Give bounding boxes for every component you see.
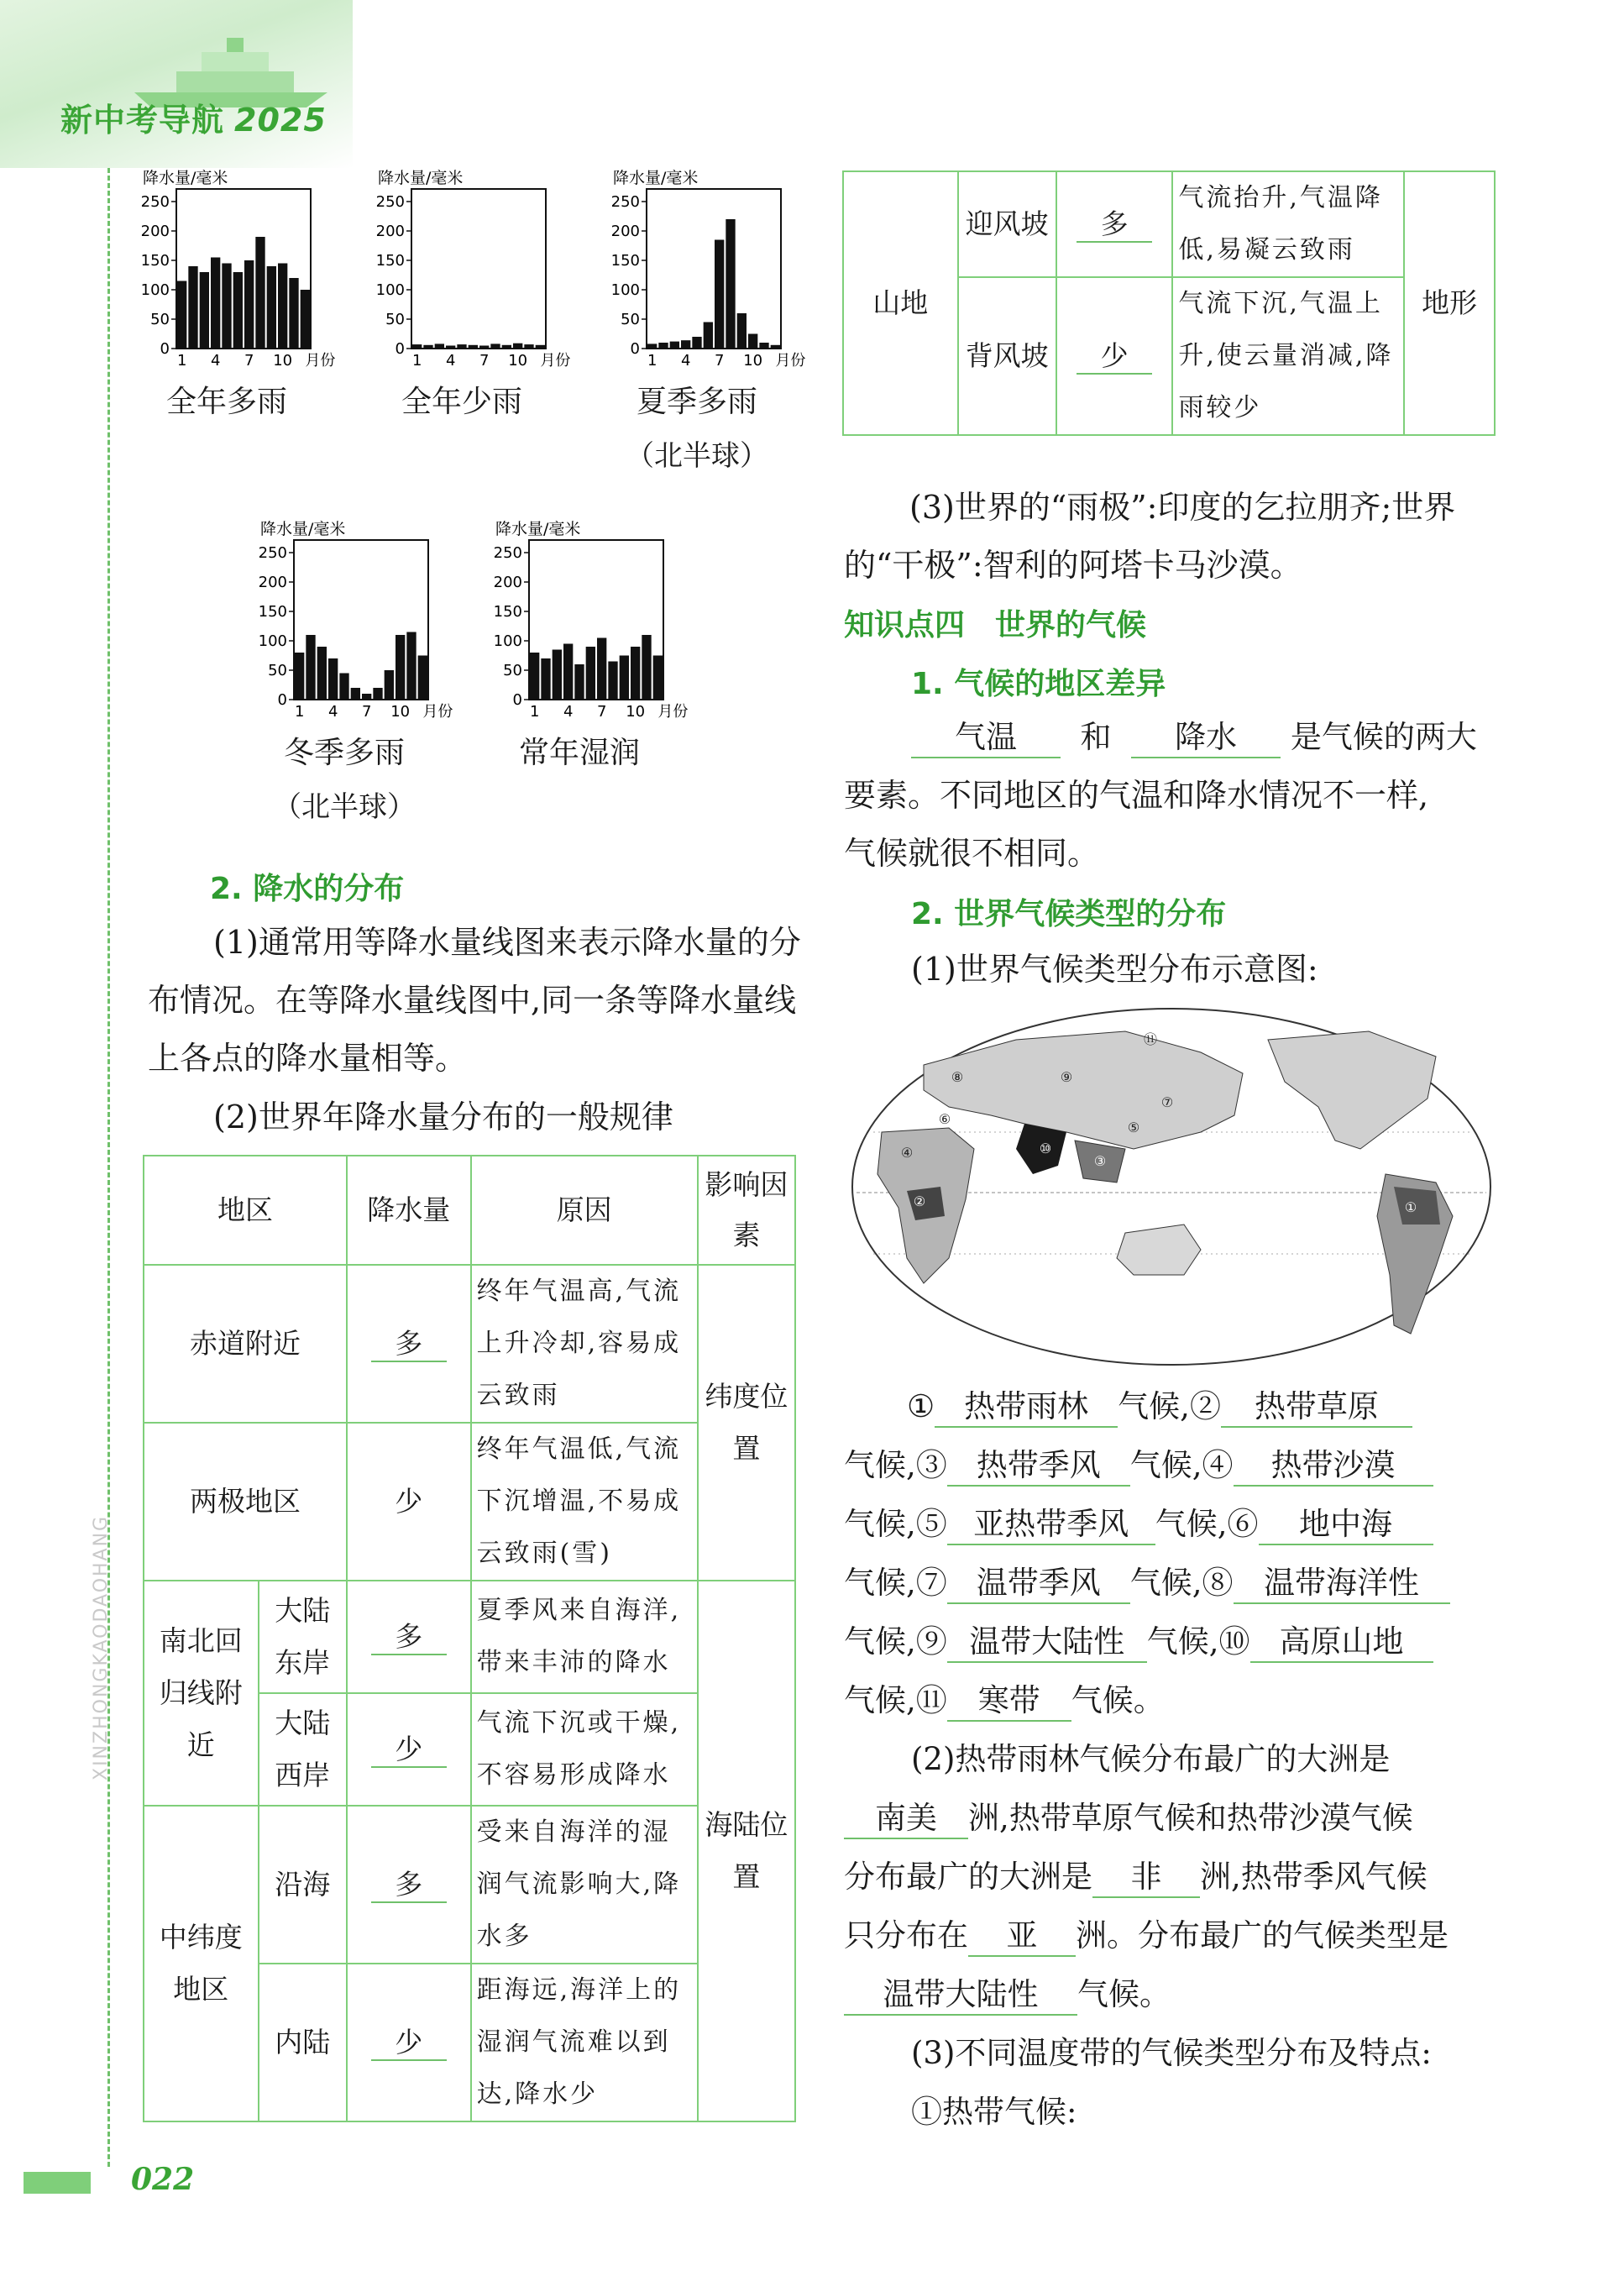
fill-c8: 温带海洋性 <box>1234 1564 1450 1604</box>
th-reason: 原因 <box>471 1156 698 1265</box>
chart-caption: 全年多雨 <box>165 385 287 419</box>
y-tick-label: 150 <box>610 252 640 270</box>
fill-c7: 温带季风 <box>947 1564 1130 1604</box>
climate-fill-line-5: 气候,⑨ 温带大陆性 气候,⑩ 高原山地 <box>844 1613 1433 1670</box>
th-amount: 降水量 <box>347 1156 471 1265</box>
y-tick-label: 0 <box>512 691 522 709</box>
y-tick-label: 250 <box>140 193 170 211</box>
precip-bar <box>536 345 545 349</box>
x-tick-label: 7 <box>361 703 372 721</box>
map-label: ④ <box>900 1145 914 1161</box>
table-row <box>144 1423 795 1581</box>
fill-c4: 热带沙漠 <box>1234 1446 1433 1487</box>
fill-q2-a2: 非 <box>1092 1858 1200 1898</box>
map-label: ⑥ <box>938 1111 951 1127</box>
y-tick-label: 50 <box>385 311 405 328</box>
q3-line: (3)不同温度带的气候类型分布及特点: <box>911 2035 1432 2071</box>
chart-caption: 全年少雨 <box>401 385 522 419</box>
x-tick-label: 1 <box>294 703 305 721</box>
precip-bar <box>469 345 478 349</box>
table-row <box>144 1265 795 1423</box>
precip-chart <box>369 168 571 419</box>
y-tick-label: 0 <box>277 691 287 709</box>
precip-bar <box>200 272 209 349</box>
precip-chart <box>252 519 453 824</box>
precip-chart <box>134 168 336 419</box>
x-tick-label: 7 <box>596 703 607 721</box>
precip-bar <box>244 260 254 349</box>
fill-q2-a3: 亚 <box>968 1917 1076 1957</box>
chart-caption: 常年湿润 <box>518 736 640 770</box>
para-elements: 要素。不同地区的气温和降水情况不一样, <box>844 777 1429 814</box>
climate-fill-line-4: 气候,⑦ 温带季风 气候,⑧ 温带海洋性 <box>844 1554 1450 1612</box>
world-climate-map <box>848 1006 1495 1367</box>
y-tick-label: 100 <box>375 281 405 299</box>
page-number: 022 <box>131 2162 195 2197</box>
y-tick-label: 200 <box>258 574 287 591</box>
x-tick-label: 10 <box>273 352 293 370</box>
precip-bar <box>642 635 651 700</box>
cell-amount: 少 <box>1056 277 1173 435</box>
para-precip-1: (1)通常用等降水量线图来表示降水量的分布情况。在等降水量线图中,同一条等降水量线上各点的降水量相等。 <box>148 924 801 1077</box>
knowledge-point-4: 知识点四 世界的气候 <box>844 608 1147 642</box>
x-tick-label: 4 <box>680 352 691 370</box>
fill-c6: 地中海 <box>1259 1505 1433 1545</box>
precip-table <box>143 1155 796 2122</box>
chart-ylabel: 降水量/毫米 <box>613 169 699 187</box>
y-tick-label: 150 <box>493 603 522 621</box>
x-tick-label: 1 <box>529 703 540 721</box>
cell-factor-terrain: 地形 <box>1404 171 1495 435</box>
table-header-row <box>144 1156 795 1265</box>
x-unit: 月份 <box>422 703 453 721</box>
x-unit: 月份 <box>657 703 689 721</box>
x-tick-label: 10 <box>390 703 411 721</box>
y-tick-label: 50 <box>150 311 170 328</box>
cell-subregion: 沿海 <box>259 1806 348 1964</box>
precip-bar <box>553 650 562 700</box>
cell-reason: 气流抬升,气温降低,易凝云致雨 <box>1172 171 1404 277</box>
cell-reason: 终年气温低,气流下沉增温,不易成云致雨(雪) <box>471 1423 698 1581</box>
precip-bar <box>670 342 679 349</box>
precip-bar <box>704 323 713 349</box>
precip-bar <box>306 635 315 700</box>
cell-reason: 距海远,海洋上的湿润气流难以到达,降水少 <box>471 1964 698 2121</box>
y-tick-label: 0 <box>395 340 405 358</box>
y-tick-label: 200 <box>375 223 405 240</box>
cell-subregion: 大陆东岸 <box>259 1581 348 1693</box>
precip-bar <box>563 644 573 700</box>
cell-reason: 气流下沉,气温上升,使云量消减,降雨较少 <box>1172 277 1404 435</box>
fill-c1: 热带雨林 <box>935 1387 1118 1428</box>
precip-bar <box>490 343 500 349</box>
chart-frame <box>647 189 781 349</box>
cell-reason: 终年气温高,气流上升冷却,容易成云致雨 <box>471 1265 698 1423</box>
precip-chart <box>487 519 689 770</box>
cell-subregion: 大陆西岸 <box>259 1693 348 1806</box>
x-tick-label: 1 <box>647 352 657 370</box>
precip-bar <box>574 664 584 700</box>
cell-factor-sea-land: 海陆位置 <box>698 1581 795 2121</box>
y-tick-label: 200 <box>493 574 522 591</box>
precip-bar <box>317 647 327 700</box>
x-tick-label: 10 <box>626 703 646 721</box>
y-tick-label: 100 <box>140 281 170 299</box>
y-tick-label: 150 <box>258 603 287 621</box>
precip-bar <box>759 343 768 349</box>
precip-bar <box>715 240 724 349</box>
fill-c11: 寒带 <box>947 1681 1071 1722</box>
fill-temp: 气温 <box>911 718 1061 758</box>
th-region: 地区 <box>144 1156 347 1265</box>
y-tick-label: 200 <box>140 223 170 240</box>
para-precip-2: (2)世界年降水量分布的一般规律 <box>213 1099 673 1135</box>
map-caption: (1)世界气候类型分布示意图: <box>911 951 1318 988</box>
precip-bar <box>435 343 444 349</box>
x-unit: 月份 <box>540 352 571 370</box>
chart-ylabel: 降水量/毫米 <box>143 169 228 187</box>
precip-bar <box>233 272 243 349</box>
q2-line-3: 分布最广的大洲是 非 洲,热带季风气候 <box>844 1848 1428 1906</box>
map-label: ⑨ <box>1060 1069 1073 1085</box>
heading-climate-dist: 2. 世界气候类型的分布 <box>911 897 1227 931</box>
fill-c9: 温带大陆性 <box>947 1623 1147 1663</box>
map-label: ⑩ <box>1039 1141 1052 1156</box>
x-tick-label: 1 <box>411 352 422 370</box>
precip-bar <box>267 266 276 349</box>
cell-region: 两极地区 <box>144 1423 347 1581</box>
precip-bar <box>530 653 539 700</box>
y-tick-label: 50 <box>503 662 522 679</box>
y-tick-label: 150 <box>375 252 405 270</box>
precip-bar <box>188 266 197 349</box>
precip-bar <box>748 334 757 349</box>
q3-line-2: ①热带气候: <box>911 2094 1077 2130</box>
cell-subregion: 内陆 <box>259 1964 348 2121</box>
cell-region: 赤道附近 <box>144 1265 347 1423</box>
cell-reason: 气流下沉或干燥,不容易形成降水 <box>471 1693 698 1806</box>
fill-c5: 亚热带季风 <box>947 1505 1155 1545</box>
y-tick-label: 250 <box>493 544 522 562</box>
precip-bar <box>658 343 668 349</box>
y-tick-label: 50 <box>268 662 287 679</box>
y-tick-label: 50 <box>621 311 640 328</box>
chart-ylabel: 降水量/毫米 <box>495 520 581 538</box>
cell-slope: 背风坡 <box>958 277 1056 435</box>
cell-reason: 夏季风来自海洋,带来丰沛的降水 <box>471 1581 698 1693</box>
x-tick-label: 4 <box>563 703 574 721</box>
y-tick-label: 0 <box>630 340 640 358</box>
precip-bar <box>597 638 606 700</box>
cell-amount: 少 <box>347 1423 471 1581</box>
precip-bar <box>446 346 455 349</box>
precip-bar <box>396 635 405 700</box>
cell-amount: 多 <box>347 1806 471 1964</box>
precip-bar <box>620 656 629 700</box>
precip-bar <box>351 688 360 700</box>
precip-bar <box>502 345 511 349</box>
map-label: ⑧ <box>951 1069 964 1085</box>
x-tick-label: 4 <box>210 352 221 370</box>
fill-q2-a4: 温带大陆性 <box>844 1975 1077 2016</box>
cell-amount: 多 <box>1056 171 1173 277</box>
x-tick-label: 4 <box>327 703 338 721</box>
precip-bar <box>513 343 522 349</box>
precip-bar <box>385 670 394 700</box>
para-elements-2: 气候就很不相同。 <box>844 835 1100 872</box>
q2-line-5: 温带大陆性 气候。 <box>844 1965 1171 2023</box>
precip-bar <box>222 264 231 349</box>
fill-c2: 热带草原 <box>1221 1387 1412 1428</box>
cell-region: 中纬度地区 <box>144 1806 259 2121</box>
precip-bar <box>692 337 701 349</box>
climate-fill-line-1: ① 热带雨林 气候,② 热带草原 <box>907 1377 1412 1435</box>
precip-bar <box>362 694 371 700</box>
para-rain-pole: (3)世界的“雨极”:印度的乞拉朋齐;世界的“干极”:智利的阿塔卡马沙漠。 <box>844 489 1456 584</box>
precip-bar <box>457 344 466 349</box>
mountain-table <box>842 170 1496 436</box>
fill-precip: 降水 <box>1131 718 1281 758</box>
chart-ylabel: 降水量/毫米 <box>260 520 346 538</box>
precip-bar <box>647 343 657 349</box>
precip-bar <box>479 346 489 349</box>
heading-climate-diff: 1. 气候的地区差异 <box>911 667 1166 701</box>
x-tick-label: 7 <box>244 352 254 370</box>
table-row <box>144 1806 795 1964</box>
cell-slope: 迎风坡 <box>958 171 1056 277</box>
precip-bar <box>339 674 348 700</box>
y-tick-label: 250 <box>258 544 287 562</box>
x-unit: 月份 <box>305 352 336 370</box>
precip-bar <box>524 344 533 349</box>
precip-bar <box>681 340 690 349</box>
cell-amount: 多 <box>347 1581 471 1693</box>
chart-subcaption: （北半球） <box>626 439 768 473</box>
chart-caption: 夏季多雨 <box>636 385 757 419</box>
precip-bar <box>586 647 595 700</box>
y-tick-label: 100 <box>493 632 522 650</box>
precip-bar <box>541 658 550 700</box>
climate-fill-line-3: 气候,⑤ 亚热带季风 气候,⑥ 地中海 <box>844 1495 1433 1553</box>
side-text: XINZHONGKAODAOHANG <box>91 1514 112 1780</box>
cell-region: 南北回归线附近 <box>144 1581 259 1806</box>
page-band <box>24 2172 91 2194</box>
precip-bar <box>726 219 735 349</box>
y-tick-label: 200 <box>610 223 640 240</box>
chart-caption: 冬季多雨 <box>283 736 405 770</box>
x-unit: 月份 <box>775 352 806 370</box>
fill-q2-a1: 南美 <box>844 1799 968 1839</box>
x-tick-label: 7 <box>714 352 725 370</box>
cell-region: 山地 <box>843 171 958 435</box>
precip-bar <box>278 264 287 349</box>
x-tick-label: 10 <box>743 352 763 370</box>
precip-bar <box>418 656 427 700</box>
precip-bar <box>211 258 220 349</box>
map-label: ③ <box>1093 1153 1107 1169</box>
chart-subcaption: （北半球） <box>273 790 416 824</box>
precip-bar <box>423 345 432 349</box>
th-factor: 影响因素 <box>698 1156 795 1265</box>
precip-bar <box>737 313 747 349</box>
chart-ylabel: 降水量/毫米 <box>378 169 464 187</box>
cell-reason: 受来自海洋的湿润气流影响大,降水多 <box>471 1806 698 1964</box>
cell-factor-latitude: 纬度位置 <box>698 1265 795 1581</box>
precip-bar <box>289 278 298 349</box>
precip-bar <box>608 662 617 700</box>
table-row <box>843 171 1495 277</box>
precip-bar <box>255 237 265 349</box>
heading-precip-dist: 2. 降水的分布 <box>210 872 405 906</box>
chart-frame <box>411 189 546 349</box>
precip-bar <box>328 658 338 700</box>
cell-amount: 少 <box>347 1693 471 1806</box>
climate-fill-line-6: 气候,⑪ 寒带 气候。 <box>844 1671 1165 1729</box>
y-tick-label: 100 <box>258 632 287 650</box>
y-tick-label: 250 <box>610 193 640 211</box>
x-tick-label: 4 <box>445 352 456 370</box>
fill-c3: 热带季风 <box>947 1446 1130 1487</box>
y-tick-label: 150 <box>140 252 170 270</box>
precip-bar <box>295 653 304 700</box>
fill-c10: 高原山地 <box>1250 1623 1433 1663</box>
precip-bar <box>631 647 640 700</box>
precip-bar <box>177 281 186 349</box>
x-tick-label: 10 <box>508 352 528 370</box>
precip-bar <box>406 632 416 700</box>
q2-line-1: (2)热带雨林气候分布最广的大洲是 <box>911 1741 1391 1777</box>
cell-amount: 少 <box>347 1964 471 2121</box>
x-tick-label: 7 <box>479 352 490 370</box>
q2-line-2: 南美 洲,热带草原气候和热带沙漠气候 <box>844 1789 1413 1847</box>
q2-line-4: 只分布在 亚 洲。分布最广的气候类型是 <box>844 1906 1449 1964</box>
precip-bar <box>653 656 663 700</box>
y-tick-label: 100 <box>610 281 640 299</box>
precip-chart <box>605 168 806 473</box>
y-tick-label: 0 <box>160 340 170 358</box>
map-label: ① <box>1404 1199 1417 1215</box>
margin-dashed-line <box>107 168 110 2167</box>
precip-bar <box>412 344 422 349</box>
map-label: ⑦ <box>1160 1094 1174 1110</box>
cell-amount: 多 <box>347 1265 471 1423</box>
fill-line-elements: 气温 和 降水 是气候的两大 <box>911 708 1477 766</box>
map-label: ② <box>913 1193 926 1209</box>
precip-bar <box>771 345 780 349</box>
y-tick-label: 250 <box>375 193 405 211</box>
table-row <box>144 1581 795 1693</box>
map-label: ⑪ <box>1143 1031 1158 1047</box>
x-tick-label: 1 <box>176 352 187 370</box>
climate-fill-line-2: 气候,③ 热带季风 气候,④ 热带沙漠 <box>844 1436 1433 1494</box>
precip-bar <box>301 290 310 349</box>
precip-bar <box>373 688 382 700</box>
map-label: ⑤ <box>1127 1120 1140 1135</box>
header-title: 新中考导航 2025 <box>60 102 327 139</box>
